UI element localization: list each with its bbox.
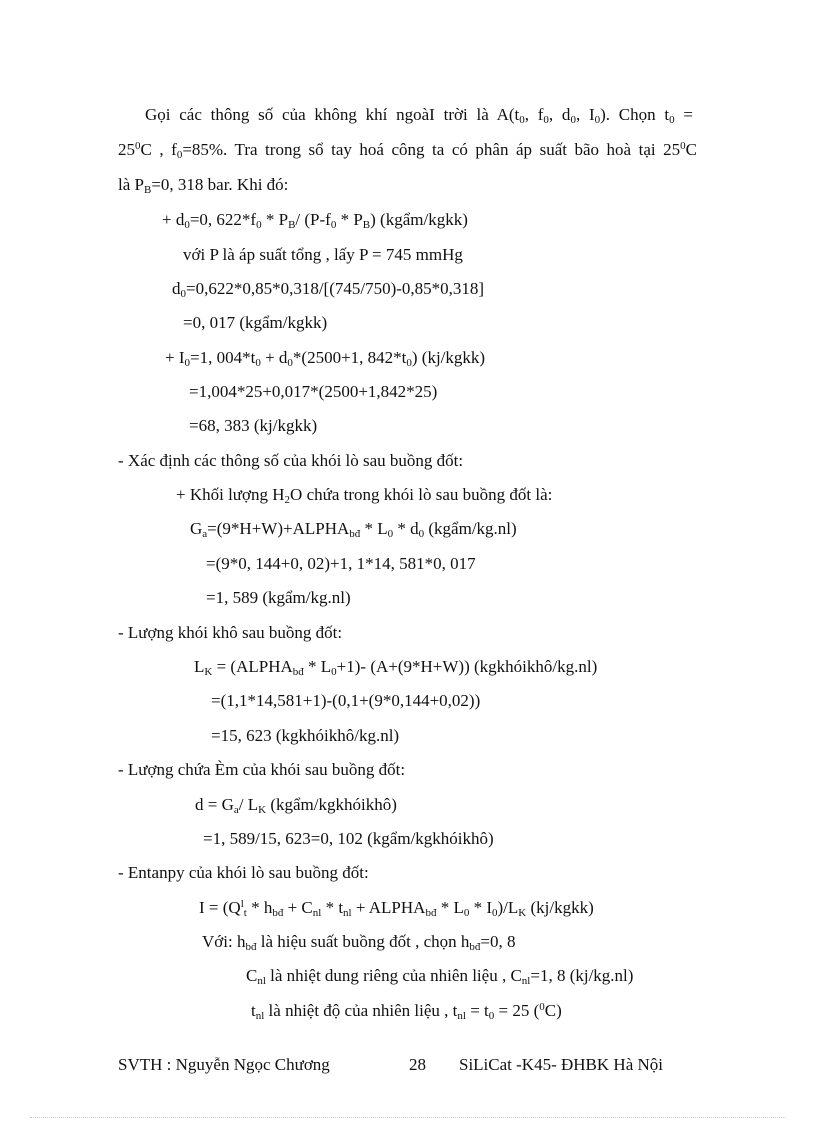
section-heading: - Lượng chứa Èm của khói sau buồng đốt: (118, 760, 406, 779)
text-line: $C_{nl}$ là nhiệt dung riêng của nhiên liệu , $C_{nl}=1$, 8 (kj/kg.nl) (246, 966, 634, 987)
footer-page-number: 28 (409, 1055, 426, 1074)
formula-line: =(1,1*14,581+1)-(0,1+(9*0,144+0,02)) (211, 691, 481, 710)
formula-line: + $I_0=1$, $004*t_0 + d_0*(2500+1$, $842*t_0$) (kj/kgkk) (165, 348, 486, 369)
text-line: Gọi các thông số của không khí ngoàI trời là $A(t_0$, $f_0$, $d_0$, $I_0$). Chọn $t_0$ = (145, 105, 693, 126)
text-line: $t_{nl}$ là nhiệt độ của nhiên liệu , $t_{nl} = t_0 = 25$ ($^0$C) (251, 1001, 562, 1022)
formula-line: =0, 017 (kgẩm/kgkk) (183, 313, 328, 332)
text-line: Với: $h_{bđ}$ là hiệu suất buồng đốt , chọn $h_{bđ}=0$, 8 (202, 932, 516, 953)
formula-line: $G_a=(9*H+W)+ALPHA_{bđ} * L_0 * d_0$ (kgẩm/kg.nl) (190, 519, 517, 540)
formula-line: + $d_0=0$, $622*f_0 * P_B/$ $(P-f_0 * P_B)$ (kgẩm/kgkk) (162, 210, 468, 231)
formula-line: $L_K$ = $(ALPHA_{bđ} * L_0+1)-$ (A+(9*H+W)) (kgkhóikhô/kg.nl) (194, 657, 598, 678)
text-line: với P là áp suất tổng , lấy P = 745 mmHg (183, 245, 463, 264)
formula-line: =1, 589 (kgẩm/kg.nl) (206, 588, 351, 607)
footer-class-info: SiLiCat -K45- ĐHBK Hà Nội (459, 1055, 663, 1074)
text-line: $25^0C$ , $f_0=85\%$. Tra trong sổ tay hoá công ta có phân áp suất bão hoà tại $25^0C$ (118, 140, 697, 161)
footer-author: SVTH : Nguyễn Ngọc Chương (118, 1055, 330, 1074)
section-heading: - Lượng khói khô sau buồng đốt: (118, 623, 343, 642)
text-line: là $P_B=0$, 318 bar. Khi đó: (118, 175, 289, 196)
formula-line: =15, 623 (kgkhóikhô/kg.nl) (211, 726, 400, 745)
formula-line: =1,004*25+0,017*(2500+1,842*25) (189, 382, 438, 401)
formula-line: =1, 589/15, 623=0, 102 (kgẩm/kgkhóikhô) (203, 829, 494, 848)
formula-line: =(9*0, 144+0, 02)+1, 1*14, 581*0, 017 (206, 554, 476, 573)
text-line: + Khối lượng $H_2O$ chứa trong khói lò sau buồng đốt là: (176, 485, 553, 506)
section-heading: - Xác định các thông số của khói lò sau buồng đốt: (118, 451, 464, 470)
section-heading: - Entanpy của khói lò sau buồng đốt: (118, 863, 369, 882)
formula-line: $d = G_a/$ $L_K$ (kgẩm/kgkhóikhô) (195, 795, 397, 816)
page-bottom-divider (30, 1117, 786, 1118)
formula-line: $I = (Q^l_t * h_{bđ} + C_{nl} * t_{nl}$ + $ALPHA_{bđ} * L_0 * I_0)/L_K$ (kj/kgkk) (199, 898, 594, 919)
formula-line: =68, 383 (kj/kgkk) (189, 416, 318, 435)
formula-line: $d_0=0,622*0,85*0,318/[(745/750)-0,85*0,318]$ (172, 279, 485, 300)
